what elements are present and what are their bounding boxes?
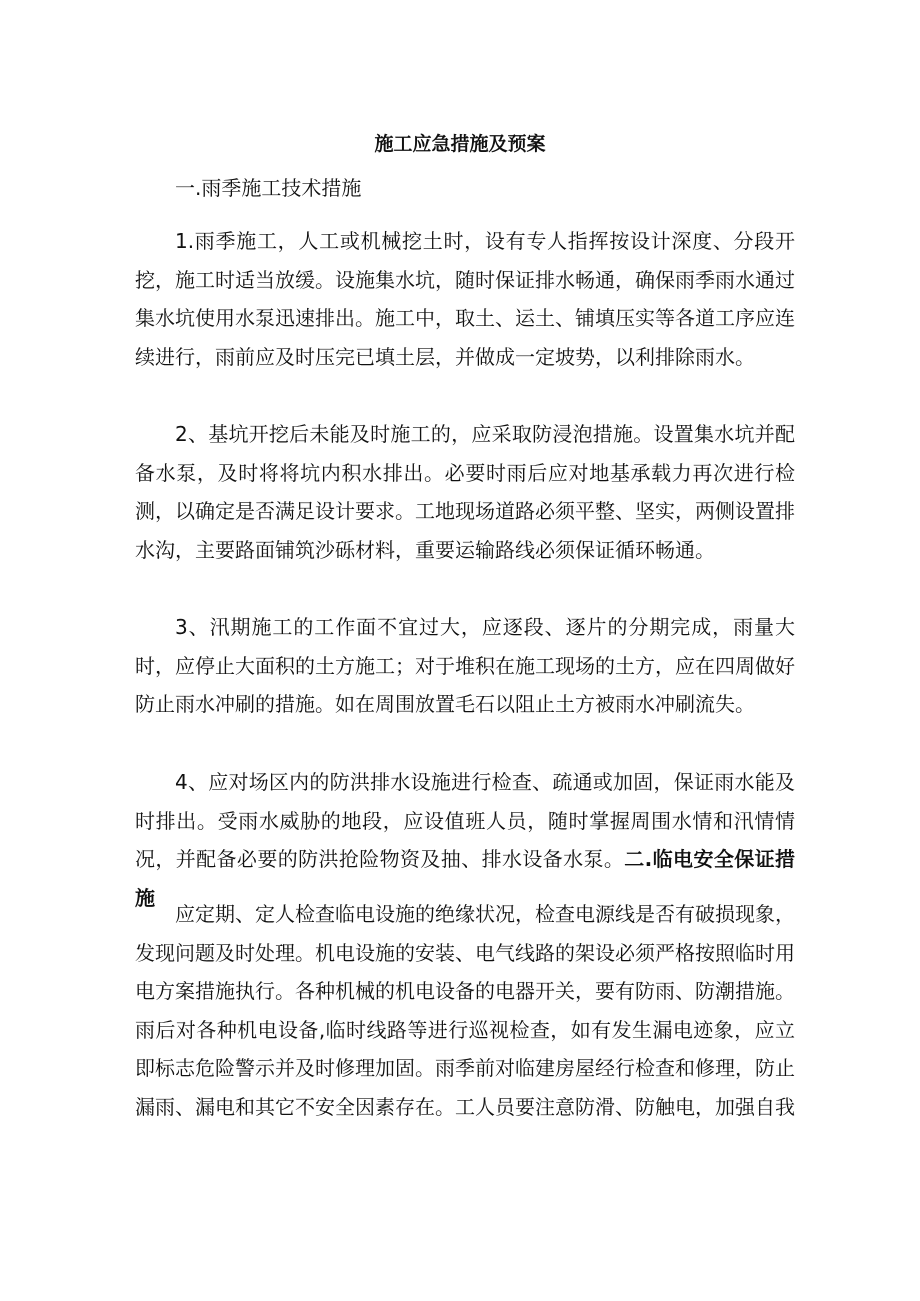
paragraph-5: 应定期、定人检查临电设施的绝缘状况，检查电源线是否有破损现象，发现问题及时处理。机电设施的安装、电气线路的架设必须严格按照临时用电方案措施执行。各种机械的机电设备的电器开关，要有防雨、防潮措施。雨后对各种机电设备,临时线路等进行巡视检查，如有发生漏电迹象，应立即标志危险警示并及时修理加固。雨季前对临建房屋经行检查和修理，防止漏雨、漏电和其它不安全因素存在。工人员要注意防滑、防触电，加强自我	[135, 902, 795, 1119]
paragraph-2: 2、基坑开挖后未能及时施工的，应采取防浸泡措施。设置集水坑并配备水泵，及时将将坑内积水排出。必要时雨后应对地基承载力再次进行检测，以确定是否满足设计要求。工地现场道路必须平整、坚实，两侧设置排水沟，主要路面铺筑沙砾材料，重要运输路线必须保证循环畅通。	[135, 422, 795, 562]
paragraph-1: 1.雨季施工，人工或机械挖土时，设有专人指挥按设计深度、分段开挖，施工时适当放缓。设施集水坑，随时保证排水畅通，确保雨季雨水通过集水坑使用水泵迅速排出。施工中，取土、运土、铺填压实等各道工序应连续进行，雨前应及时压完已填土层，并做成一定坡势，以利排除雨水。	[135, 229, 795, 369]
section-heading-rainy-season: 一.雨季施工技术措施	[175, 176, 362, 200]
paragraph-4	[135, 763, 795, 917]
document-title: 施工应急措施及预案	[374, 133, 546, 155]
section-heading-electrical-safety: 二.临电安全保证措施	[135, 847, 795, 910]
paragraph-3: 3、汛期施工的工作面不宜过大，应逐段、逐片的分期完成，雨量大时，应停止大面积的土方施工；对于堆积在施工现场的土方，应在四周做好防止雨水冲刷的措施。如在周围放置毛石以阻止土方被雨水冲刷流失。	[135, 615, 795, 716]
paragraph-4-text: 4、应对场区内的防洪排水设施进行检查、疏通或加固，保证雨水能及时排出。受雨水威胁的地段，应设值班人员，随时掌握周围水情和汛情情况，并配备必要的防洪抢险物资及抽、排水设备水泵。	[135, 770, 795, 871]
